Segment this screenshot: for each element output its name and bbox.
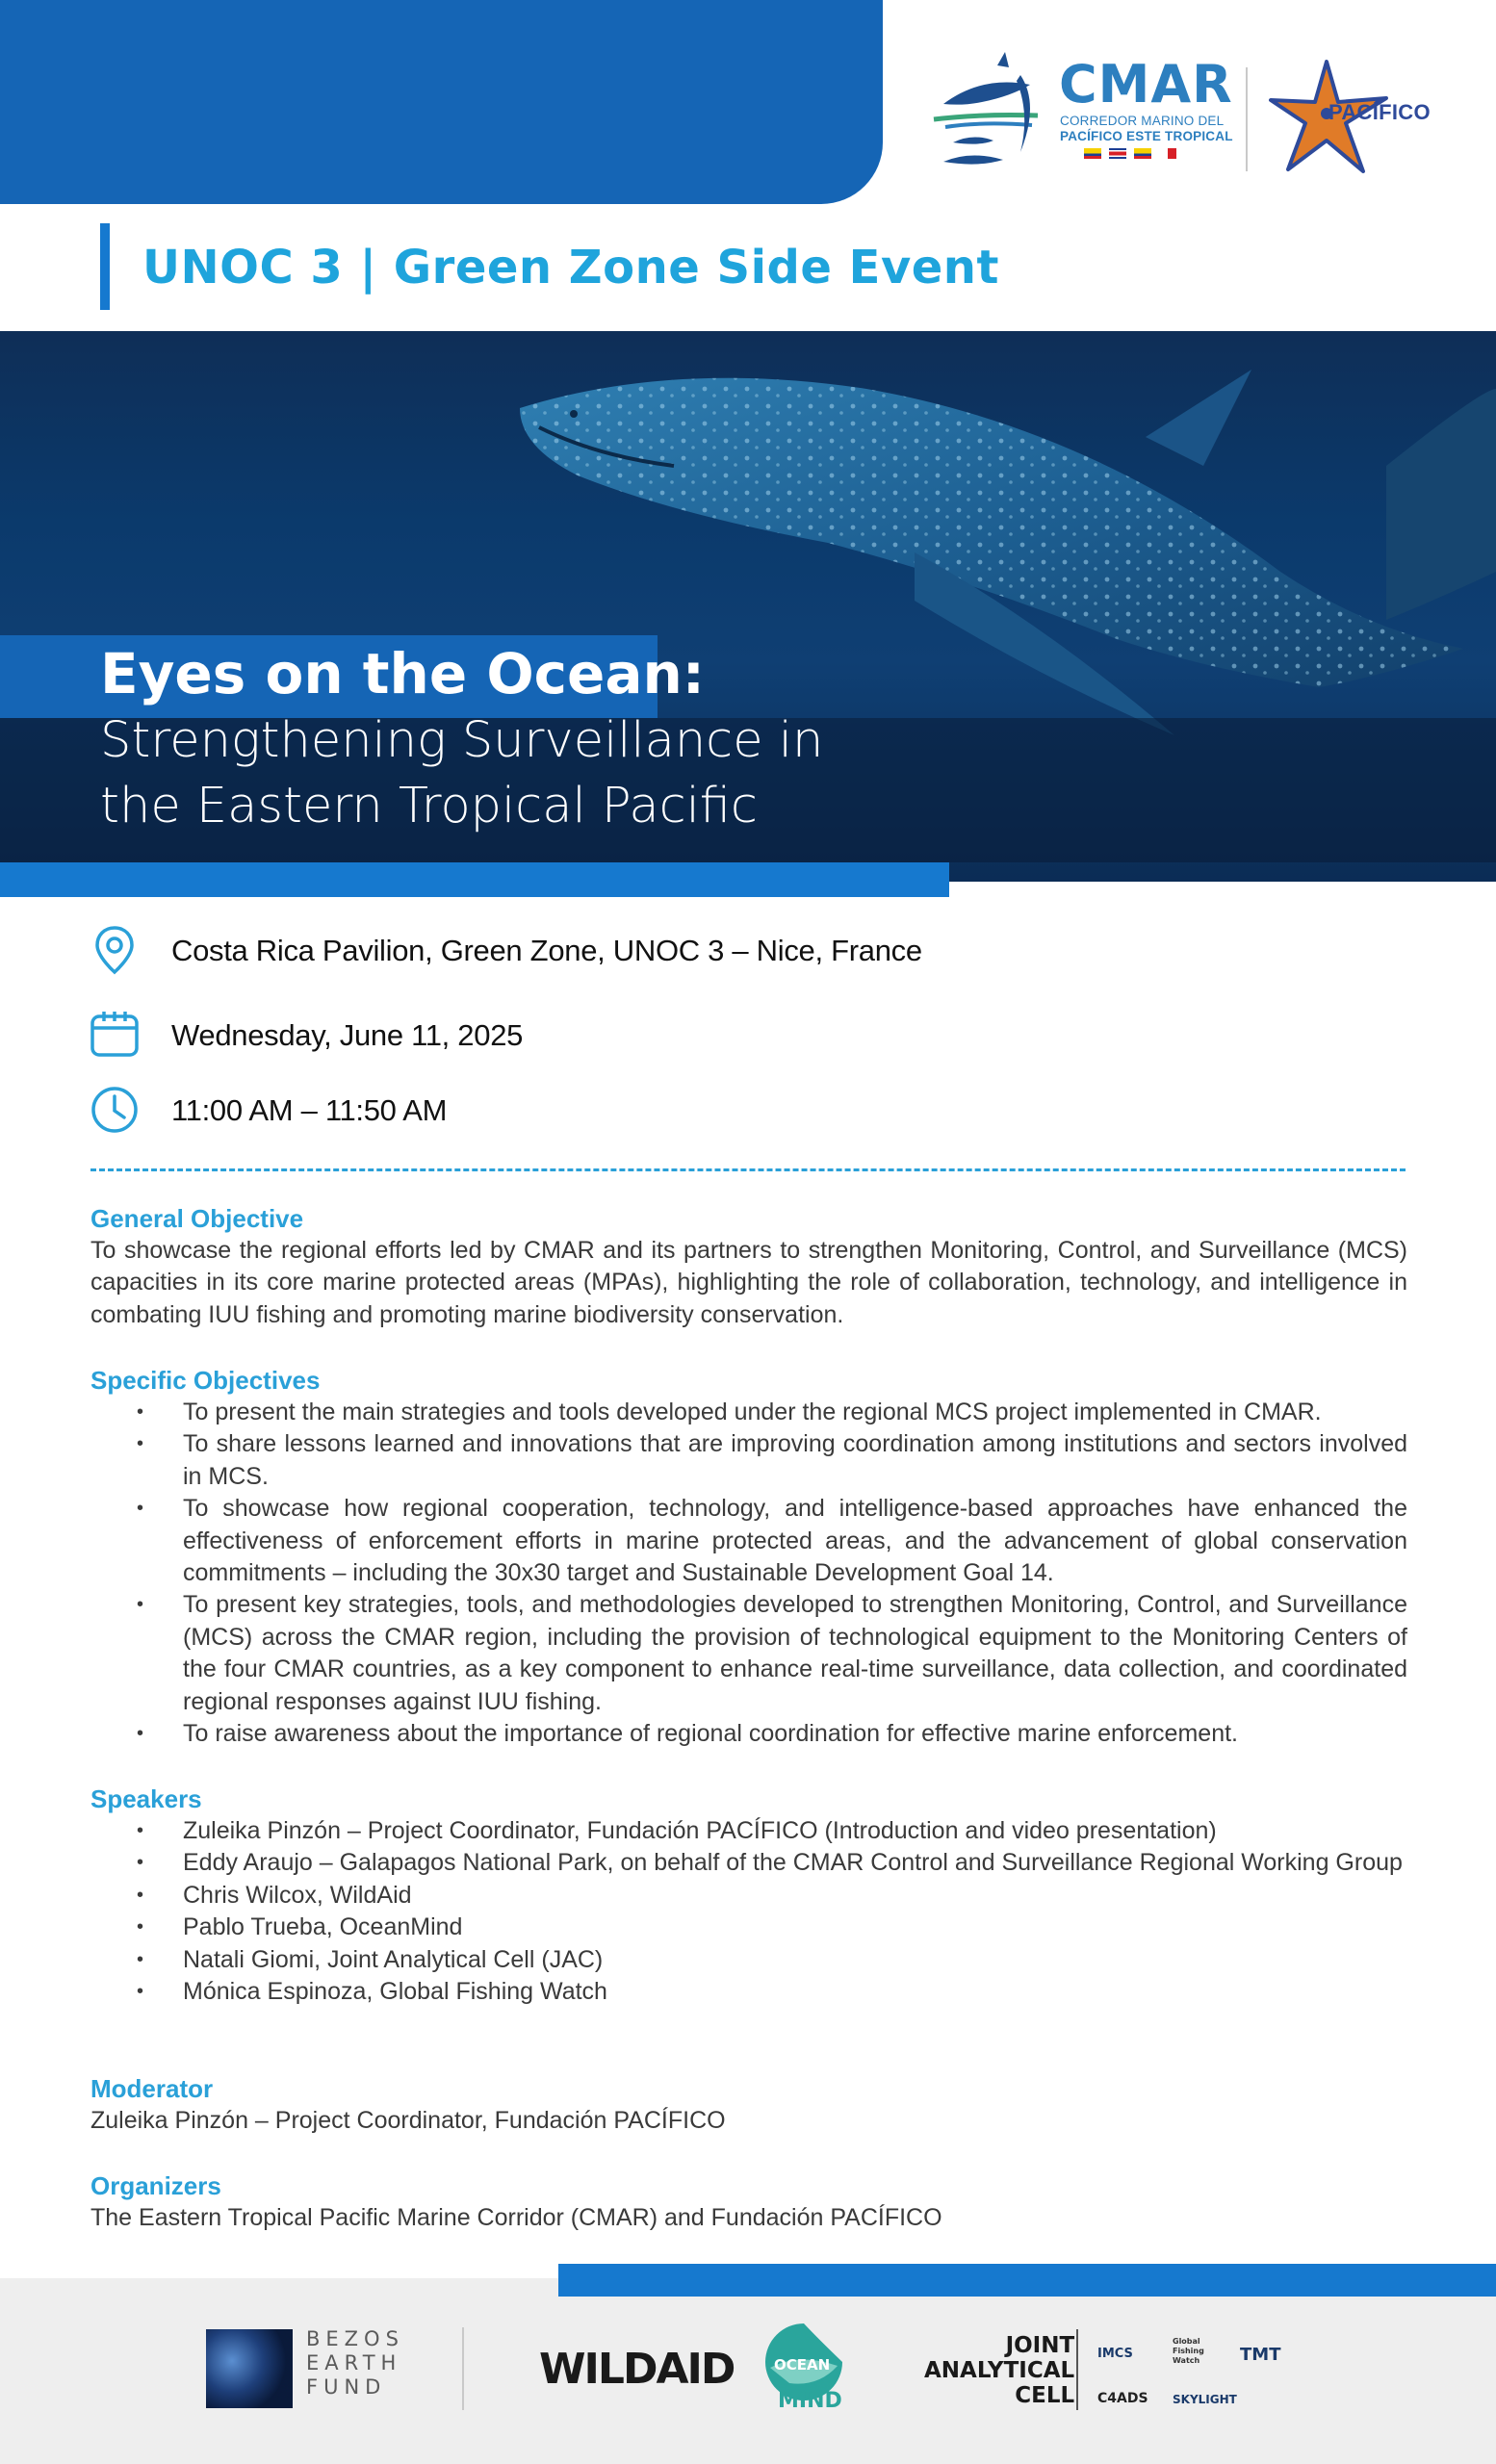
imcs-logo: IMCS	[1097, 2347, 1133, 2361]
gfw-logo: Global Fishing Watch	[1173, 2337, 1204, 2365]
bezos-line-2: EARTH	[306, 2351, 402, 2374]
jac-logo	[924, 2333, 1074, 2408]
time-text: 11:00 AM – 11:50 AM	[171, 1093, 448, 1127]
oceanmind-logo	[761, 2320, 847, 2416]
specific-objectives-heading: Specific Objectives	[90, 1366, 321, 1395]
bezos-line-1: BEZOS	[306, 2327, 404, 2350]
list-item: • To present key strategies, tools, and methodologies developed to strengthen Monitoring, Control, and Surveillance (MCS) across the CMAR region, including the provision of technological equipment to the Monitoring Centers of the four CMAR countries, as a key component to enhance real-time surveillance, data collection, and coordinated regional responses against IUU fishing.	[90, 1589, 1407, 1718]
organizers-section	[90, 2170, 1407, 2234]
general-objective-text: To showcase the regional efforts led by CMAR and its partners to strengthen Monitoring, Control, and Surveillance (MCS) capacities in its core marine protected areas (MPAs), highlighting the role of collaboration, technology, and intelligence in combating IUU fishing and promoting marine biodiversity conservation.	[90, 1237, 1407, 1328]
moderator-text: Zuleika Pinzón – Project Coordinator, Fundación PACÍFICO	[90, 2107, 726, 2134]
pacifico-text: PACÍFICO	[1328, 100, 1431, 124]
list-item: • To present the main strategies and tools developed under the regional MCS project implemented in CMAR.	[90, 1397, 1407, 1428]
specific-objectives-section	[90, 1365, 1407, 1750]
map-pin-icon	[89, 924, 141, 976]
logo-divider	[1246, 67, 1248, 171]
event-label	[100, 223, 1159, 310]
cmar-subtitle-1: CORREDOR MARINO DEL	[1060, 114, 1225, 128]
dashed-divider	[90, 1168, 1406, 1171]
list-item: • To showcase how regional cooperation, technology, and intelligence-based approaches have enhanced the effectiveness of enforcement efforts in marine protected areas, and the advancement of global conservation commitments – including the 30x30 target and Sustainable Development Goal 14.	[90, 1493, 1407, 1589]
cmar-logo	[924, 46, 1328, 181]
date-text: Wednesday, June 11, 2025	[171, 1018, 524, 1052]
footer-divider	[1076, 2329, 1078, 2410]
clock-icon	[89, 1084, 141, 1136]
list-item: • Mónica Espinoza, Global Fishing Watch	[90, 1976, 1407, 2008]
list-item: • Eddy Araujo – Galapagos National Park, on behalf of the CMAR Control and Surveillance Regional Working Group	[90, 1847, 1407, 1879]
moderator-section	[90, 2073, 1407, 2137]
cmar-subtitle-2: PACÍFICO ESTE TROPICAL	[1060, 129, 1233, 143]
oceanmind-text-1: OCEAN	[774, 2356, 831, 2374]
specific-objectives-list	[90, 1397, 1407, 1750]
list-item: • Chris Wilcox, WildAid	[90, 1880, 1407, 1912]
wildaid-logo: WILDAID	[539, 2345, 735, 2394]
hero-underbar	[0, 862, 949, 897]
hero-title: Eyes on the Ocean:	[100, 641, 706, 706]
list-item: • Zuleika Pinzón – Project Coordinator, Fundación PACÍFICO (Introduction and video presentation)	[90, 1815, 1407, 1847]
country-flags	[1084, 148, 1176, 159]
speakers-section	[90, 1784, 1407, 2008]
oceanmind-text-2: MIND	[778, 2389, 842, 2413]
header-banner	[0, 0, 883, 204]
jac-line-3: CELL	[1015, 2383, 1075, 2408]
date-row	[89, 1009, 1340, 1063]
skylight-logo: SKYLIGHT	[1173, 2393, 1237, 2406]
speakers-list	[90, 1815, 1407, 2008]
c4ads-logo: C4ADS	[1097, 2391, 1148, 2406]
footer-accent-bar	[558, 2264, 1496, 2297]
pacifico-logo	[1269, 56, 1442, 181]
tmt-logo: TMT	[1240, 2345, 1281, 2365]
partner-logos	[1097, 2337, 1290, 2414]
jac-line-2: ANALYTICAL	[924, 2358, 1075, 2383]
speakers-heading: Speakers	[90, 1784, 202, 1813]
moderator-heading: Moderator	[90, 2074, 214, 2103]
flag-panama-icon	[1159, 148, 1176, 159]
flag-colombia-icon	[1134, 148, 1151, 159]
location-text: Costa Rica Pavilion, Green Zone, UNOC 3 – Nice, France	[171, 934, 922, 967]
calendar-icon	[89, 1009, 141, 1061]
bezos-earth-fund-text	[306, 2327, 404, 2400]
cmar-emblem-icon	[924, 46, 1059, 181]
bezos-line-3: FUND	[306, 2375, 387, 2399]
cmar-title: CMAR	[1059, 54, 1233, 115]
list-item: • Natali Giomi, Joint Analytical Cell (JAC)	[90, 1944, 1407, 1976]
location-row	[89, 924, 1340, 978]
list-item: • To share lessons learned and innovations that are improving coordination among institutions and sectors involved in MCS.	[90, 1428, 1407, 1493]
event-label-accent	[100, 223, 110, 310]
footer-divider	[462, 2327, 464, 2410]
flag-ecuador-icon	[1084, 148, 1101, 159]
jac-line-1: JOINT	[1005, 2333, 1075, 2358]
bezos-earth-fund-logo-icon	[206, 2329, 293, 2408]
hero-subtitle-line-1: Strengthening Surveillance in	[100, 712, 824, 769]
flag-costa-rica-icon	[1109, 148, 1126, 159]
event-label-text: UNOC 3 | Green Zone Side Event	[142, 241, 999, 295]
list-item: • Pablo Trueba, OceanMind	[90, 1912, 1407, 1943]
organizers-text: The Eastern Tropical Pacific Marine Corridor (CMAR) and Fundación PACÍFICO	[90, 2204, 942, 2231]
list-item: • To raise awareness about the importance of regional coordination for effective marine enforcement.	[90, 1718, 1407, 1750]
organizers-heading: Organizers	[90, 2171, 221, 2200]
time-row	[89, 1084, 1340, 1138]
hero-subtitle-line-2: the Eastern Tropical Pacific	[100, 778, 758, 834]
general-objective-heading: General Objective	[90, 1204, 304, 1233]
general-objective-section	[90, 1203, 1407, 1331]
